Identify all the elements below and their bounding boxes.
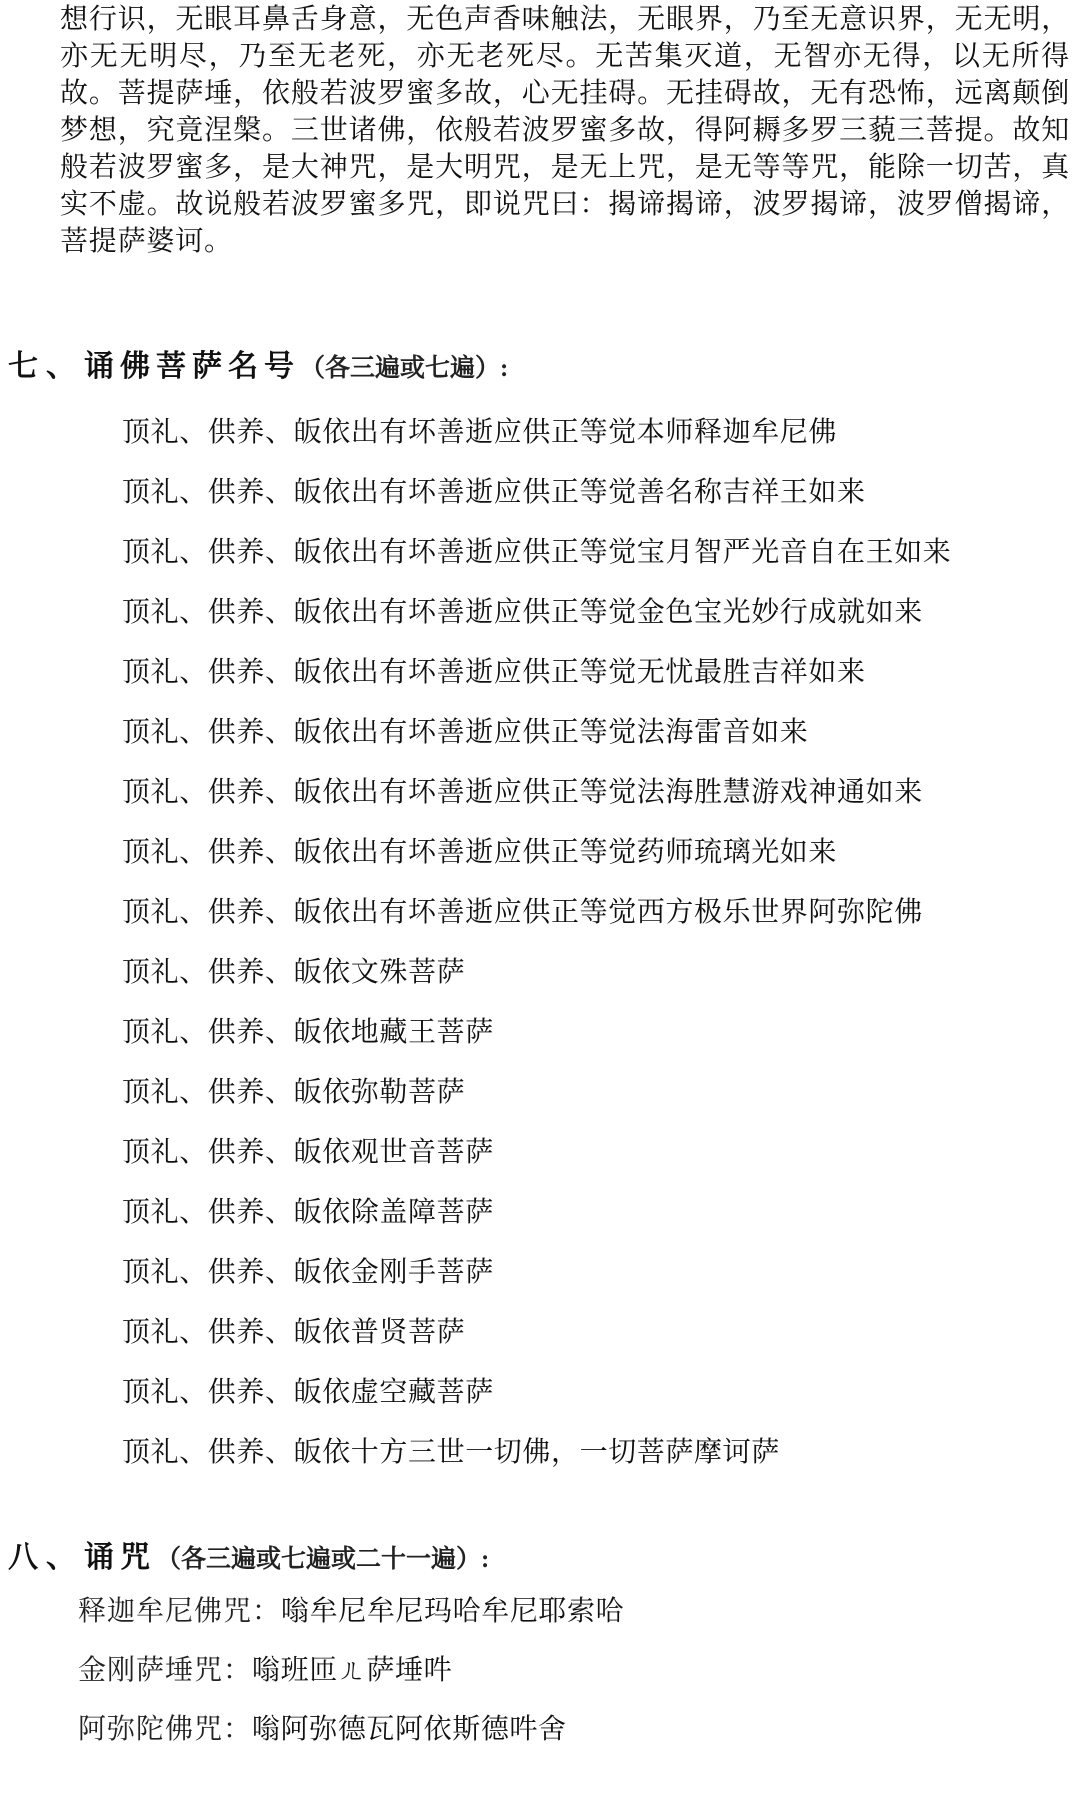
- invocation-line: 顶礼、供养、皈依出有坏善逝应供正等觉宝月智严光音自在王如来: [122, 535, 952, 568]
- heart-sutra-continuation: 想行识，无眼耳鼻舌身意，无色声香味触法，无眼界，乃至无意识界，无无明，亦无无明尽，乃至无老死，亦无老死尽。无苦集灭道，无智亦无得，以无所得故。菩提萨埵，依般若波罗蜜多故，心无挂碍。无挂碍故，无有恐怖，远离颠倒梦想，究竟涅槃。三世诸佛，依般若波罗蜜多故，得阿耨多罗三藐三菩提。故知般若波罗蜜多，是大神咒，是大明咒，是无上咒，是无等等咒，能除一切苦，真实不虚。故说般若波罗蜜多咒，即说咒曰：揭谛揭谛，波罗揭谛，波罗僧揭谛，菩提萨婆诃。: [60, 2, 1070, 257]
- invocation-line: 顶礼、供养、皈依金刚手菩萨: [122, 1255, 494, 1288]
- mantra-text: 嗡牟尼牟尼玛哈牟尼耶索哈: [281, 1594, 625, 1627]
- section-eight-heading: [8, 1532, 489, 1576]
- invocation-line: 顶礼、供养、皈依出有坏善逝应供正等觉法海胜慧游戏神通如来: [122, 775, 923, 808]
- section-seven-heading: [8, 341, 508, 385]
- mantra-list: [78, 1581, 624, 1758]
- mantra-text: 嗡阿弥德瓦阿依斯德吽舍: [252, 1712, 567, 1745]
- invocation-line: 顶礼、供养、皈依出有坏善逝应供正等觉本师释迦牟尼佛: [122, 415, 838, 448]
- invocation-line: 顶礼、供养、皈依出有坏善逝应供正等觉无忧最胜吉祥如来: [122, 655, 866, 688]
- mantra-text: 嗡班匝ㄦ萨埵吽: [252, 1653, 453, 1686]
- mantra-label: 阿弥陀佛咒：: [78, 1714, 253, 1745]
- invocation-line: 顶礼、供养、皈依除盖障菩萨: [122, 1195, 494, 1228]
- mantra-label: 金刚萨埵咒：: [78, 1655, 253, 1686]
- section-seven-title: 诵佛菩萨名号: [84, 349, 300, 384]
- invocation-line: 顶礼、供养、皈依弥勒菩萨: [122, 1075, 466, 1108]
- mantra-label: 释迦牟尼佛咒：: [78, 1596, 282, 1627]
- section-seven-number: 七、: [8, 349, 84, 384]
- invocation-line: 顶礼、供养、皈依出有坏善逝应供正等觉药师琉璃光如来: [122, 835, 838, 868]
- invocation-line: 顶礼、供养、皈依出有坏善逝应供正等觉法海雷音如来: [122, 715, 809, 748]
- invocation-line: 顶礼、供养、皈依地藏王菩萨: [122, 1015, 494, 1048]
- invocation-line: 顶礼、供养、皈依出有坏善逝应供正等觉善名称吉祥王如来: [122, 475, 866, 508]
- invocation-line: 顶礼、供养、皈依出有坏善逝应供正等觉西方极乐世界阿弥陀佛: [122, 895, 923, 928]
- section-seven-note: （各三遍或七遍）:: [300, 355, 509, 382]
- invocation-line: 顶礼、供养、皈依普贤菩萨: [122, 1315, 466, 1348]
- invocation-line: 顶礼、供养、皈依虚空藏菩萨: [122, 1375, 494, 1408]
- invocation-line: 顶礼、供养、皈依观世音菩萨: [122, 1135, 494, 1168]
- invocation-line: 顶礼、供养、皈依文殊菩萨: [122, 955, 466, 988]
- mantra-line: [78, 1581, 624, 1640]
- section-eight-title: 诵咒: [84, 1540, 156, 1575]
- invocation-line: 顶礼、供养、皈依出有坏善逝应供正等觉金色宝光妙行成就如来: [122, 595, 923, 628]
- section-eight-note: （各三遍或七遍或二十一遍）:: [156, 1546, 490, 1573]
- section-eight-number: 八、: [8, 1540, 84, 1575]
- mantra-line: [78, 1699, 624, 1758]
- buddha-bodhisattva-name-list: [122, 402, 951, 1482]
- invocation-line: 顶礼、供养、皈依十方三世一切佛，一切菩萨摩诃萨: [122, 1435, 780, 1468]
- mantra-line: [78, 1640, 624, 1699]
